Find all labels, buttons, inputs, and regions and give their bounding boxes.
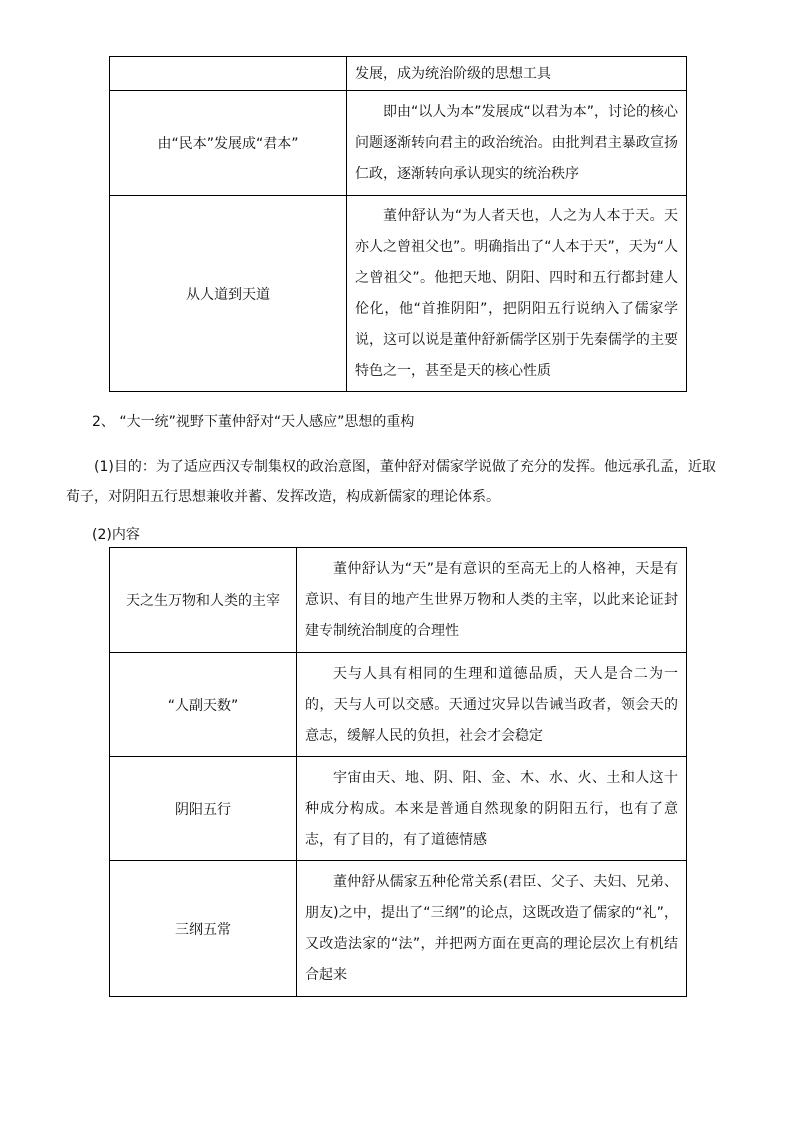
- table-content: [109, 547, 687, 997]
- row-text: 宇宙由天、地、阴、阳、金、木、水、火、土和人这十种成分构成。本来是普通自然现象的阴阳五行，也有了意志，有了目的，有了道德情感: [297, 757, 687, 861]
- table-top: [109, 56, 687, 392]
- table-row: [110, 196, 687, 392]
- content-label: (2)内容: [92, 527, 140, 543]
- row-label: 三纲五常: [110, 861, 297, 997]
- table-row: [110, 548, 687, 653]
- row-text: 即由“以人为本”发展成“以君为本”，讨论的核心问题逐渐转向君主的政治统治。由批判君主暴政宣扬仁政，逐渐转向承认现实的统治秩序: [347, 91, 687, 196]
- table-row: [110, 653, 687, 757]
- row-text: 发展，成为统治阶级的思想工具: [347, 57, 687, 91]
- row-text: 董仲舒从儒家五种伦常关系(君臣、父子、夫妇、兄弟、朋友)之中，提出了“三纲”的论点，这既改造了儒家的“礼”，又改造法家的“法”，并把两方面在更高的理论层次上有机结合起来: [297, 861, 687, 997]
- table-row: [110, 91, 687, 196]
- row-text: 董仲舒认为“天”是有意识的至高无上的人格神，天是有意识、有目的地产生世界万物和人类的主宰，以此来论证封建专制统治制度的合理性: [297, 548, 687, 653]
- purpose-paragraph: (1)目的：为了适应西汉专制集权的政治意图，董仲舒对儒家学说做了充分的发挥。他远承孔孟，近取荀子，对阴阳五行思想兼收并蓄、发挥改造，构成新儒家的理论体系。: [66, 459, 716, 505]
- row-label: 阴阳五行: [110, 757, 297, 861]
- table-row: [110, 861, 687, 997]
- row-text: 天与人具有相同的生理和道德品质，天人是合二为一的，天与人可以交感。天通过灾异以告诫当政者，领会天的意志，缓解人民的负担，社会才会稳定: [297, 653, 687, 757]
- row-label: 从人道到天道: [110, 196, 347, 392]
- table-row: [110, 757, 687, 861]
- row-label: 天之生万物和人类的主宰: [110, 548, 297, 653]
- table-row: [110, 57, 687, 91]
- row-label: “人副天数”: [110, 653, 297, 757]
- section-heading: 2、 “大一统”视野下董仲舒对“天人感应”思想的重构: [92, 414, 415, 430]
- row-label: [110, 57, 347, 91]
- row-text: 董仲舒认为“为人者天也，人之为人本于天。天亦人之曾祖父也”。明确指出了“人本于天”，天为“人之曾祖父”。他把天地、阴阳、四时和五行都封建人伦化，他“首推阴阳”，把阴阳五行说纳入了儒家学说，这可以说是董仲舒新儒学区别于先秦儒学的主要特色之一，甚至是天的核心性质: [347, 196, 687, 392]
- row-label: 由“民本”发展成“君本”: [110, 91, 347, 196]
